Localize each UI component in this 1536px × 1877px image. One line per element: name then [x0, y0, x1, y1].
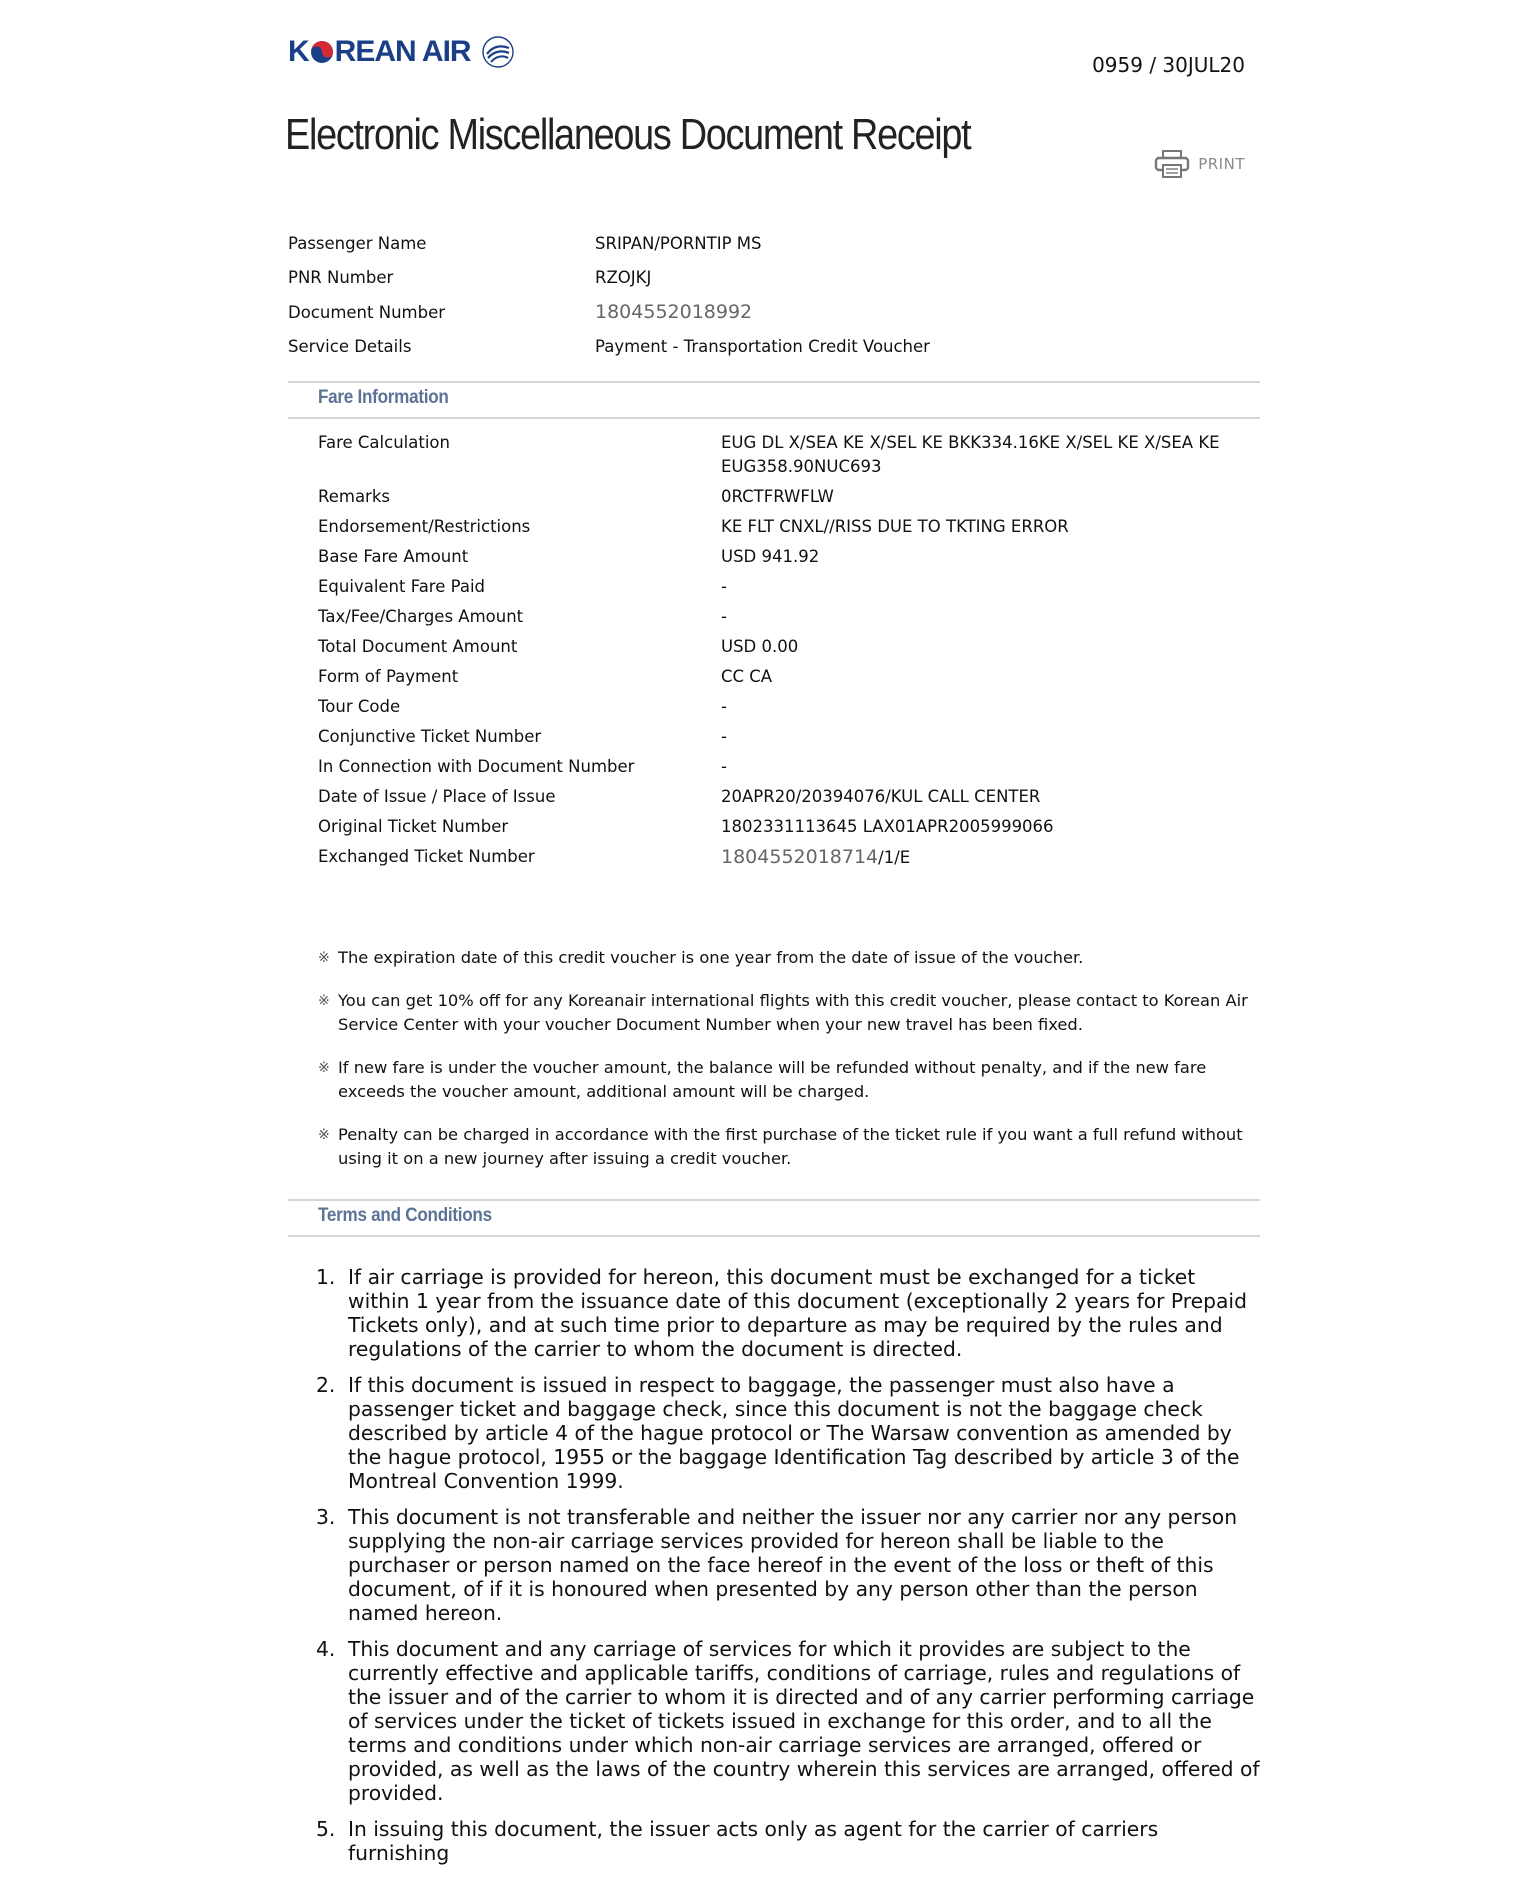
document-number-value: 1804552018992 — [595, 301, 753, 324]
fare-value: 1802331113645 LAX01APR2005999066 — [721, 817, 1054, 836]
reference-mark-icon: ※ — [318, 1060, 330, 1076]
note-text: You can get 10% off for any Koreanair international flights with this credit voucher, please contact to Korean Air Service Center with your voucher Document Number when your new travel has been fixed. — [338, 991, 1248, 1034]
fare-value: CC CA — [721, 667, 773, 686]
fare-row — [318, 662, 1258, 692]
skyteam-icon — [481, 35, 515, 69]
term-text: If air carriage is provided for hereon, this document must be exchanged for a ticket within 1 year from the issuance date of this document (exceptionally 2 years for Prepaid Tickets only), and at such time prior to departure as may be required by the rules and regulations of the carrier to whom the document is directed. — [348, 1265, 1247, 1361]
fare-value: 20APR20/20394076/KUL CALL CENTER — [721, 787, 1041, 806]
exchanged-ticket-number: 1804552018714 — [721, 846, 879, 868]
fare-row — [318, 482, 1258, 512]
fare-label: Exchanged Ticket Number — [318, 847, 535, 866]
term-text: This document and any carriage of services for which it provides are subject to the currently effective and applicable tariffs, conditions of carriage, rules and regulations of the issuer and of the carrier to whom it is directed and of any carrier performing carriage of services under the ticket of tickets issued in exchange for this order, and to all the terms and conditions under which non-air carriage services are arranged, offered or provided, as well as the laws of the country wherein this services are arranged, offered of provided. — [348, 1637, 1260, 1805]
fare-label: Tax/Fee/Charges Amount — [318, 607, 524, 626]
note-item — [318, 989, 1258, 1037]
fare-row — [318, 632, 1258, 662]
term-number: 4. — [316, 1637, 336, 1661]
terms-list — [316, 1265, 1260, 1877]
fare-row — [318, 752, 1258, 782]
fare-label: Conjunctive Ticket Number — [318, 727, 542, 746]
terms-and-conditions-header — [288, 1199, 1260, 1237]
note-item — [318, 1056, 1258, 1104]
pnr-row — [288, 261, 1260, 296]
page-title: Electronic Miscellaneous Document Receipt — [285, 110, 971, 159]
fare-value: - — [721, 727, 727, 746]
exchanged-ticket-suffix: /1/E — [878, 848, 911, 867]
issue-timestamp: 0959 / 30JUL20 — [1092, 53, 1245, 77]
term-number: 1. — [316, 1265, 336, 1289]
fare-information-header — [288, 381, 1260, 419]
fare-label: Fare Calculation — [318, 433, 450, 452]
term-number: 5. — [316, 1817, 336, 1841]
fare-row — [318, 542, 1258, 572]
fare-label: Endorsement/Restrictions — [318, 517, 531, 536]
note-item — [318, 1123, 1258, 1171]
service-details-value: Payment - Transportation Credit Voucher — [595, 337, 930, 357]
fare-value: - — [721, 577, 727, 596]
field-label: Document Number — [288, 302, 446, 322]
field-label: Service Details — [288, 337, 412, 357]
term-text: This document is not transferable and neither the issuer nor any carrier nor any person supplying the non-air carriage services provided for hereon shall be liable to the purchaser or person named on the face hereof in the event of the loss or theft of this document, of if it is honoured when presented by any person other than the person named hereon. — [348, 1505, 1238, 1625]
term-number: 2. — [316, 1373, 336, 1397]
term-item — [316, 1505, 1260, 1625]
note-text: The expiration date of this credit voucher is one year from the date of issue of the voucher. — [338, 948, 1084, 967]
print-label: PRINT — [1198, 155, 1245, 173]
term-item — [316, 1373, 1260, 1493]
fare-label: Base Fare Amount — [318, 547, 469, 566]
fare-label: Form of Payment — [318, 667, 459, 686]
term-text: In issuing this document, the issuer acts only as agent for the carrier of carriers furnishing — [348, 1817, 1159, 1865]
term-item — [316, 1637, 1260, 1805]
section-title: Terms and Conditions — [318, 1205, 492, 1226]
exchanged-ticket-row — [318, 842, 1258, 873]
fare-value: USD 0.00 — [721, 637, 799, 656]
fare-value: - — [721, 607, 727, 626]
fare-label: Total Document Amount — [318, 637, 518, 656]
fare-row — [318, 722, 1258, 752]
term-item — [316, 1265, 1260, 1361]
term-item — [316, 1817, 1260, 1865]
fare-value: 0RCTFRWFLW — [721, 487, 834, 506]
service-details-row — [288, 330, 1260, 365]
pnr-value: RZOJKJ — [595, 268, 652, 288]
document-number-row — [288, 295, 1260, 330]
fare-row — [318, 782, 1258, 812]
note-item — [318, 946, 1258, 970]
fare-row — [318, 572, 1258, 602]
note-text: Penalty can be charged in accordance with the first purchase of the ticket rule if you want a full refund without using it on a new journey after issuing a credit voucher. — [338, 1125, 1243, 1168]
passenger-info — [288, 226, 1260, 364]
fare-value: - — [721, 757, 727, 776]
fare-value: USD 941.92 — [721, 547, 820, 566]
reference-mark-icon: ※ — [318, 950, 330, 966]
fare-label: Date of Issue / Place of Issue — [318, 787, 556, 806]
taegeuk-icon — [310, 35, 334, 59]
fare-label: Equivalent Fare Paid — [318, 577, 486, 596]
term-number: 3. — [316, 1505, 336, 1529]
field-label: Passenger Name — [288, 233, 427, 253]
fare-value: - — [721, 697, 727, 716]
printer-icon — [1154, 150, 1190, 178]
print-button[interactable] — [1154, 150, 1245, 178]
note-text: If new fare is under the voucher amount, the balance will be refunded without penalty, and if the new fare exceeds the voucher amount, additional amount will be charged. — [338, 1058, 1207, 1101]
fare-information-table — [318, 428, 1258, 873]
fare-row — [318, 812, 1258, 842]
fare-value: KE FLT CNXL//RISS DUE TO TKTING ERROR — [721, 517, 1069, 536]
field-label: PNR Number — [288, 268, 394, 288]
fare-value: EUG DL X/SEA KE X/SEL KE BKK334.16KE X/SEL KE X/SEA KE EUG358.90NUC693 — [721, 433, 1220, 476]
reference-mark-icon: ※ — [318, 1127, 330, 1143]
fare-label: In Connection with Document Number — [318, 757, 635, 776]
fare-label: Original Ticket Number — [318, 817, 509, 836]
fare-label: Remarks — [318, 487, 390, 506]
fare-row — [318, 428, 1258, 482]
passenger-name-value: SRIPAN/PORNTIP MS — [595, 233, 762, 253]
reference-mark-icon: ※ — [318, 993, 330, 1009]
korean-air-logo — [288, 32, 515, 72]
fare-row — [318, 512, 1258, 542]
section-title: Fare Information — [318, 387, 449, 408]
voucher-notes — [318, 946, 1258, 1190]
fare-row — [318, 692, 1258, 722]
passenger-name-row — [288, 226, 1260, 261]
fare-value — [721, 845, 1258, 870]
fare-label: Tour Code — [318, 697, 401, 716]
fare-row — [318, 602, 1258, 632]
logo-wordmark: K REAN AIR — [288, 35, 471, 68]
term-text: If this document is issued in respect to baggage, the passenger must also have a passenger ticket and baggage check, since this document is not the baggage check described by article 4 of the hague protocol or The Warsaw convention as amended by the hague protocol, 1955 or the baggage Identification Tag described by article 3 of the Montreal Convention 1999. — [348, 1373, 1240, 1493]
